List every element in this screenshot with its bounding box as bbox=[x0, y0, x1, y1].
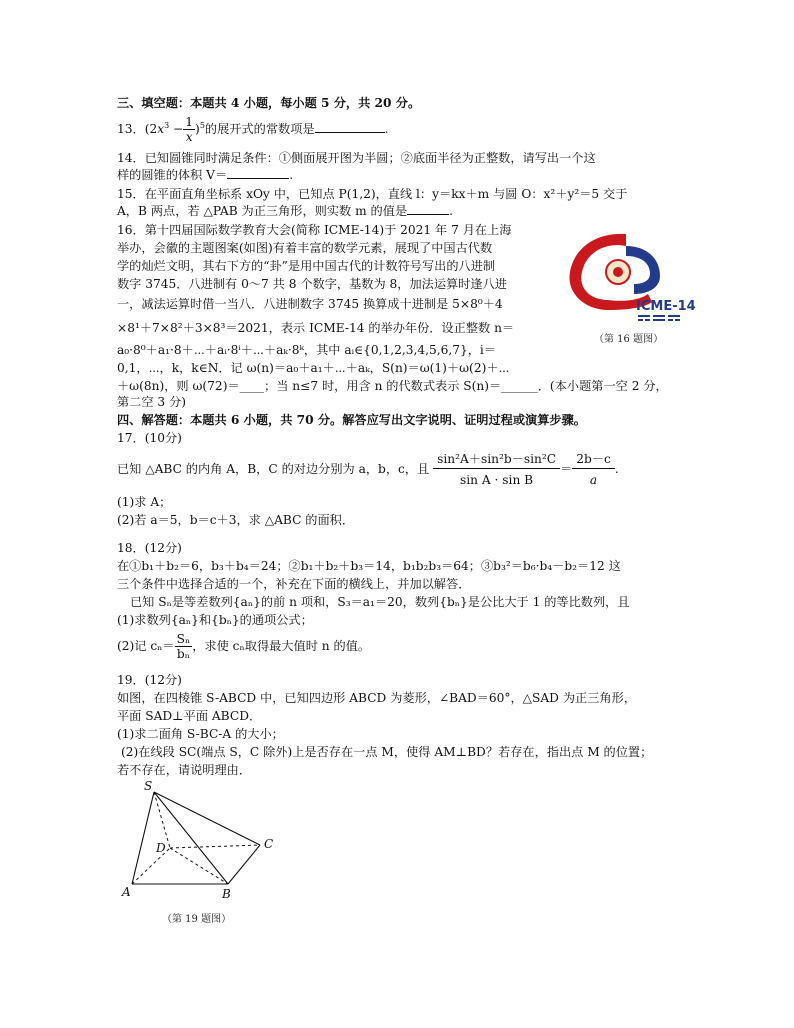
q16-line: ×8¹＋7×8²＋3×8³＝2021，表示 ICME-14 的举办年份．设正整数 n＝ bbox=[117, 321, 515, 335]
edge-SA bbox=[132, 792, 154, 884]
q15-line2 bbox=[117, 202, 453, 219]
label-B: B bbox=[222, 887, 231, 901]
q17-eq: ＝ bbox=[560, 462, 573, 476]
q13-x: x bbox=[157, 122, 165, 136]
q18-num: Sₙ bbox=[176, 632, 191, 646]
q13-end: . bbox=[384, 122, 389, 136]
edge-SB bbox=[154, 792, 228, 884]
edge-DB bbox=[170, 848, 228, 884]
q17-rden: a bbox=[589, 473, 598, 487]
q18-line2: 三个条件中选择合适的一个，补充在下面的横线上，并加以解答． bbox=[117, 577, 471, 591]
section3-heading: 三、填空题：本题共 4 小题，每小题 5 分，共 20 分。 bbox=[117, 96, 421, 110]
q17-part2: (2)若 a＝5，b＝c＋3，求 △ABC 的面积． bbox=[117, 513, 355, 527]
q17-left-fraction bbox=[433, 452, 560, 487]
q17-prefix: 已知 △ABC 的内角 A，B，C 的对边分别为 a，b，c，且 bbox=[117, 462, 430, 476]
pyramid-figure bbox=[118, 778, 298, 903]
label-D: D bbox=[156, 841, 166, 855]
q16-line: 第二空 3 分) bbox=[117, 395, 187, 409]
section4-heading: 四、解答题：本题共 6 小题，共 70 分。解答应写出文字说明、证明过程或演算步骤。 bbox=[117, 413, 586, 427]
q15-text: A，B 两点，若 △PAB 为正三角形，则实数 m 的值是 bbox=[117, 204, 408, 218]
q19-part2: (2)在线段 SC(端点 S，C 除外)上是否存在一点 M，使得 AM⊥BD？若存在，指出点 M 的位置； bbox=[121, 745, 653, 759]
q18-p2-prefix: (2)记 cₙ＝ bbox=[117, 639, 175, 653]
q18-title: 18．(12分) bbox=[117, 541, 182, 555]
q13-prefix: 13．(2 bbox=[117, 122, 158, 136]
label-C: C bbox=[264, 837, 274, 851]
fig16-caption: （第 16 题图） bbox=[594, 334, 664, 345]
q17-rnum: 2b－c bbox=[572, 452, 615, 469]
q14-blank[interactable] bbox=[227, 166, 289, 179]
q17-title: 17．(10分) bbox=[117, 431, 182, 445]
q17-right-fraction bbox=[572, 452, 615, 487]
q16-line: ＋ω(8n)，则 ω(72)＝____；当 n≤7 时，用含 n 的代数式表示 S(n)＝______．(本小题第一空 2 分， bbox=[117, 379, 668, 393]
fig19-caption: （第 19 题图） bbox=[162, 914, 232, 925]
q17-num: sin²A＋sin²b－sin²C bbox=[433, 452, 560, 469]
q13-pow: 5 bbox=[199, 120, 205, 130]
q18-line3: 已知 Sₙ是等差数列{aₙ}的前 n 项和，S₃＝a₁＝20，数列{bₙ}是公比大于 1 的等比数列，且 bbox=[130, 595, 630, 609]
label-A: A bbox=[122, 885, 131, 899]
q13: 13．($2x^3$ − $\frac{1}{x}$ )$^5$的展开式的常数项是 . bbox=[117, 115, 389, 144]
q14-text: 样的圆锥的体积 V＝ bbox=[117, 168, 228, 182]
q16-line: 一，减法运算时借一当八．八进制数字 3745 换算成十进制是 5×8⁰＋4 bbox=[117, 297, 503, 311]
edge-SD bbox=[154, 792, 170, 848]
q13-blank[interactable] bbox=[315, 120, 385, 133]
icme-logo-figure bbox=[556, 228, 696, 328]
q13-minus: − bbox=[169, 122, 184, 136]
q13-fraction bbox=[183, 115, 195, 144]
q17-part1: (1)求 A； bbox=[117, 495, 172, 509]
q17-den: sin A · sin B bbox=[460, 473, 534, 487]
q14-line2 bbox=[117, 166, 293, 183]
q16-line: a₀·8⁰＋a₁·8＋⋯＋aᵢ·8ⁱ＋⋯＋aₖ·8ᵏ，其中 aᵢ∈{0,1,2,3,4,5,6,7}，i＝ bbox=[117, 343, 497, 357]
q15-line1: 15．在平面直角坐标系 xOy 中，已知点 P(1,2)，直线 l：y＝kx＋m 与圆 O：x²＋y²＝5 交于 bbox=[117, 187, 628, 201]
q15-blank[interactable] bbox=[407, 202, 449, 215]
q19-part3: 若不存在，请说明理由． bbox=[117, 763, 252, 777]
edge-BC bbox=[228, 845, 260, 884]
q19-line2: 平面 SAD⊥平面 ABCD． bbox=[117, 709, 262, 723]
q18-line1: 在①b₁＋b₂＝6，b₃＋b₄＝24；②b₁＋b₂＋b₃＝14，b₁b₂b₃＝64；③b₃²＝b₆·b₄－b₂＝12 这 bbox=[117, 559, 621, 573]
q16-line: 举办，会徽的主题图案(如图)有着丰富的数学元素，展现了中国古代数 bbox=[117, 241, 493, 255]
q16-line: 数字 3745．八进制有 0～7 共 8 个数字，基数为 8，加法运算时逢八进 bbox=[117, 277, 507, 291]
q13-suffix: 的展开式的常数项是 bbox=[204, 122, 315, 136]
q18-den: bₙ bbox=[176, 647, 190, 661]
q14-line1: 14．已知圆锥同时满足条件：①侧面展开图为半圆；②底面半径为正整数，请写出一个这 bbox=[117, 151, 596, 165]
q16-line: 0,1，⋯，k，k∈N．记 ω(n)＝a₀＋a₁＋⋯＋aₖ，S(n)＝ω(1)＋ω(2)＋⋯ bbox=[117, 361, 510, 375]
q14-end: . bbox=[289, 168, 294, 182]
q18-part2 bbox=[117, 632, 370, 661]
edge-DC bbox=[170, 845, 260, 848]
q16-line: 16．第十四届国际数学教育大会(简称 ICME-14)于 2021 年 7 月在上海 bbox=[117, 223, 512, 237]
q18-fraction bbox=[175, 632, 193, 661]
q18-p2-suffix: ，求使 cₙ取得最大值时 n 的值。 bbox=[192, 639, 371, 653]
q13-exp: 3 bbox=[164, 120, 170, 130]
q19-part1: (1)求二面角 S-BC-A 的大小； bbox=[117, 727, 284, 741]
q19-line1: 如图，在四棱锥 S-ABCD 中，已知四边形 ABCD 为菱形，∠BAD＝60°，△SAD 为正三角形， bbox=[117, 691, 636, 705]
edge-SC bbox=[154, 792, 260, 845]
q17-end: . bbox=[614, 462, 619, 476]
q15-end: . bbox=[449, 204, 453, 218]
q17-condition bbox=[117, 452, 619, 487]
q16-line: 学的灿烂文明，其右下方的“卦”是用中国古代的计数符号写出的八进制 bbox=[117, 259, 496, 273]
q18-part1: (1)求数列{aₙ}和{bₙ}的通项公式； bbox=[117, 613, 313, 627]
logo-text: ICME-14 bbox=[636, 299, 696, 314]
q13-num: 1 bbox=[185, 115, 194, 129]
q19-title: 19．(12分) bbox=[117, 673, 182, 687]
q13-den: x bbox=[185, 130, 193, 144]
logo-blue-arc bbox=[626, 246, 660, 294]
logo-inner-circle bbox=[613, 267, 623, 277]
logo-gua-symbols bbox=[638, 315, 680, 321]
label-S: S bbox=[144, 779, 153, 793]
